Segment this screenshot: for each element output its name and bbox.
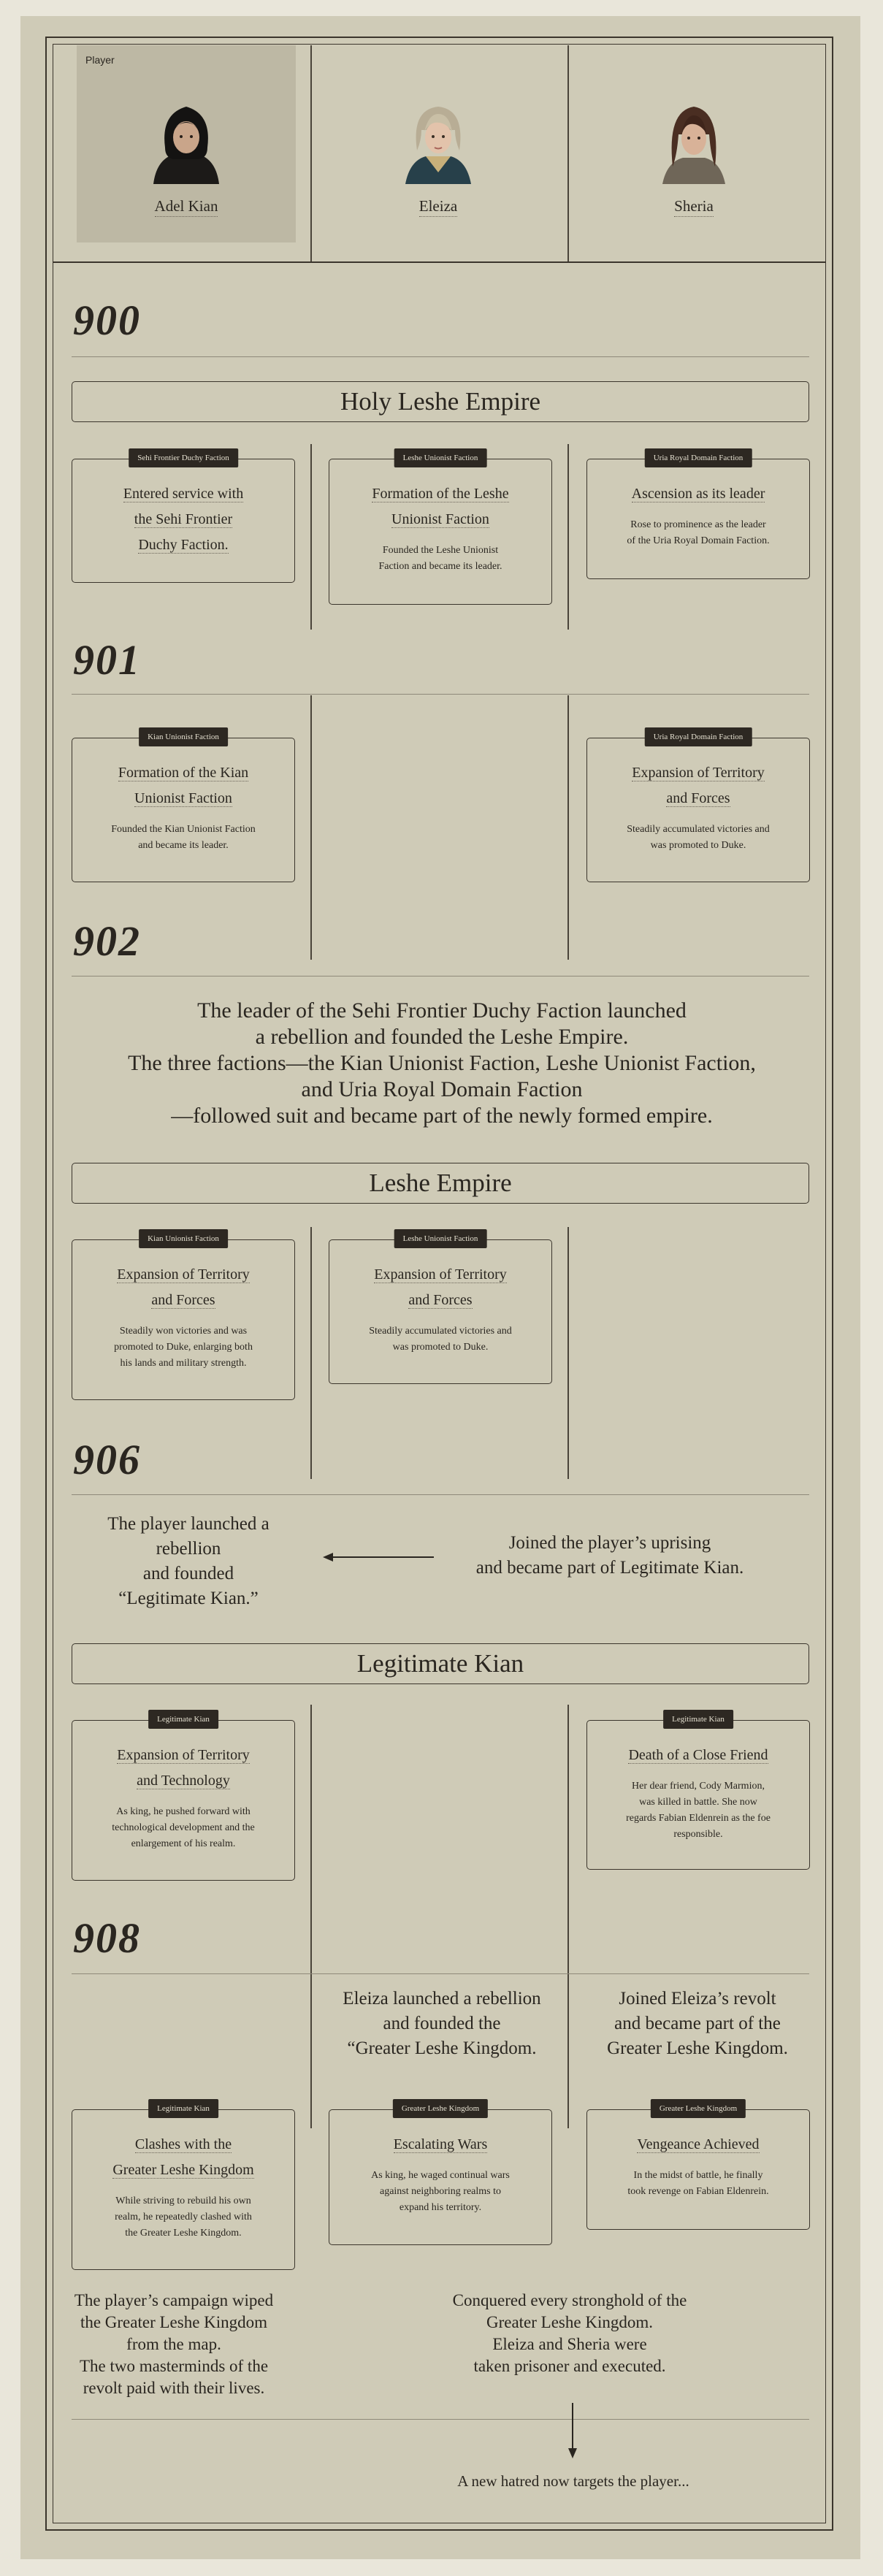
column-divider [310,1227,312,1479]
event-card[interactable] [586,733,810,882]
card-title: Expansion of Territory [374,1266,507,1283]
year-divider [72,1973,809,1974]
card-title: Clashes with the [134,2136,232,2152]
card-description: Faction and became its leader. [378,561,502,572]
faction-tag: Leshe Unionist Faction [394,448,487,467]
narration-line: “Legitimate Kian.” [118,1589,259,1608]
column-divider [567,444,569,630]
card-description: promoted to Duke, enlarging both [114,1342,253,1353]
realm-banner: Legitimate Kian [72,1643,809,1684]
event-card[interactable] [72,454,295,583]
character-name: Sheria [674,197,714,217]
adel-kian-portrait-icon [146,96,226,184]
faction-tag: Sehi Frontier Duchy Faction [129,448,238,467]
event-narration [73,998,811,1129]
card-description: realm, he repeatedly clashed with [115,2212,252,2223]
card-description: regards Fabian Eldenrein as the foe [626,1813,771,1824]
narration-line: Eleiza launched a rebellion [343,1989,541,2009]
card-title: Unionist Faction [391,511,489,527]
year-label: 902 [73,917,141,965]
card-description: Founded the Leshe Unionist [382,545,499,556]
narration-line: and Uria Royal Domain Faction [301,1077,583,1101]
narration-line: a rebellion and founded the Leshe Empire. [255,1025,629,1049]
header-divider [53,261,826,263]
card-title: Formation of the Leshe [372,486,509,502]
event-card[interactable] [329,454,552,605]
year-divider [72,694,809,695]
card-description: the Greater Leshe Kingdom. [125,2228,242,2239]
narration-line: and founded the [383,2014,501,2033]
faction-tag: Greater Leshe Kingdom [393,2099,488,2118]
event-narration [577,1987,818,2061]
card-title: and Forces [408,1292,473,1308]
faction-tag: Uria Royal Domain Faction [645,727,752,746]
year-label: 908 [73,1914,141,1962]
faction-tag: Uria Royal Domain Faction [645,448,752,467]
outcome-narration [64,2290,283,2399]
card-description: was promoted to Duke. [392,1342,489,1353]
card-description: took revenge on Fabian Eldenrein. [627,2186,769,2197]
character-name: Adel Kian [155,197,218,217]
faction-tag: Legitimate Kian [148,1710,218,1729]
faction-tag: Legitimate Kian [663,1710,733,1729]
card-title: and Technology [137,1773,230,1789]
column-divider [567,1705,569,2128]
card-description: was killed in battle. She now [639,1797,757,1808]
year-label: 900 [73,297,141,344]
card-description: responsible. [673,1829,723,1840]
narration-line: The three factions—the Kian Unionist Faction, Leshe Unionist Faction, [128,1051,756,1075]
card-description: Founded the Kian Unionist Faction [111,824,256,835]
narration-line: Eleiza and Sheria were [492,2335,647,2353]
sheria-portrait-icon [654,96,734,184]
column-divider [567,1227,569,1479]
narration-line: The leader of the Sehi Frontier Duchy Faction launched [197,998,687,1023]
card-description: enlargement of his realm. [131,1838,236,1849]
card-description: While striving to rebuild his own [115,2195,251,2206]
arrow-down-icon [567,2401,578,2460]
faction-tag: Leshe Unionist Faction [394,1229,487,1248]
card-title: and Forces [666,790,730,806]
event-card[interactable] [72,733,295,882]
event-narration [72,1512,305,1611]
event-card[interactable] [586,1715,810,1870]
narration-line: from the map. [126,2335,221,2353]
card-description: Steadily accumulated victories and [627,824,770,835]
year-label: 901 [73,636,141,684]
card-description: Her dear friend, Cody Marmion, [632,1781,765,1792]
card-title: Duchy Faction. [138,537,229,553]
narration-line: Joined the player’s uprising [508,1533,711,1553]
card-description: Steadily accumulated victories and [369,1326,512,1337]
card-description: his lands and military strength. [120,1358,247,1369]
narration-line: taken prisoner and executed. [473,2357,666,2375]
card-description: In the midst of battle, he finally [633,2170,763,2181]
card-description: against neighboring realms to [379,2186,502,2197]
event-narration [438,1531,781,1581]
card-title: and Forces [151,1292,215,1308]
event-narration [314,1987,570,2061]
card-title: Expansion of Territory [117,1266,250,1283]
faction-tag: Greater Leshe Kingdom [651,2099,746,2118]
header-column-divider [310,45,312,262]
card-title: Expansion of Territory [632,765,765,781]
card-description: As king, he pushed forward with [116,1806,251,1817]
card-description: expand his territory. [399,2202,482,2213]
column-divider [567,695,569,960]
card-description: of the Uria Royal Domain Faction. [627,535,770,546]
event-card[interactable] [586,2104,810,2230]
eleiza-portrait-icon [398,96,478,184]
card-description: and became its leader. [138,840,229,851]
event-card[interactable] [329,1234,552,1384]
narration-line: and became part of the [614,2014,781,2033]
year-divider [72,356,809,357]
year-label: 906 [73,1436,141,1483]
player-tag: Player [85,54,115,66]
section-divider [72,2419,809,2420]
card-description: technological development and the [112,1822,255,1833]
narration-line: “Greater Leshe Kingdom. [347,2038,537,2058]
narration-line: —followed suit and became part of the newly formed empire. [171,1104,713,1128]
narration-line: and founded [142,1564,234,1583]
event-card[interactable] [72,1234,295,1400]
character-sheria[interactable] [584,45,803,242]
arrow-left-icon [321,1551,438,1563]
narration-line: the Greater Leshe Kingdom [80,2313,268,2331]
narration-line: The two masterminds of the [79,2357,269,2375]
character-name: Eleiza [419,197,457,217]
narration-line: rebellion [156,1539,221,1559]
card-description: was promoted to Duke. [650,840,746,851]
realm-banner: Leshe Empire [72,1163,809,1204]
card-title: Escalating Wars [393,2136,488,2152]
card-title: Greater Leshe Kingdom [112,2162,254,2178]
narration-line: Conquered every stronghold of the [452,2291,687,2309]
card-title: Formation of the Kian [118,765,249,781]
card-title: Vengeance Achieved [637,2136,760,2152]
narration-line: The player launched a [107,1514,270,1534]
narration-line: The player’s campaign wiped [74,2291,274,2309]
card-description: Rose to prominence as the leader [630,519,766,530]
character-adel-kian[interactable] [77,45,296,242]
narration-line: Greater Leshe Kingdom. [486,2313,653,2331]
event-card[interactable] [72,2104,295,2270]
card-title: Ascension as its leader [631,486,765,502]
event-card[interactable] [72,1715,295,1881]
narration-line: Joined Eleiza’s revolt [619,1989,776,2009]
final-narration: A new hatred now targets the player... [457,2472,689,2490]
character-eleiza[interactable] [329,45,548,242]
realm-banner: Holy Leshe Empire [72,381,809,422]
header-column-divider [567,45,569,262]
column-divider [310,695,312,960]
narration-line: and became part of Legitimate Kian. [475,1558,744,1578]
card-description: As king, he waged continual wars [371,2170,510,2181]
faction-tag: Kian Unionist Faction [139,727,228,746]
faction-tag: Kian Unionist Faction [139,1229,228,1248]
card-description: Steadily won victories and was [119,1326,248,1337]
card-title: Unionist Faction [134,790,232,806]
event-card[interactable] [329,2104,552,2245]
column-divider [310,444,312,630]
outcome-narration [380,2290,760,2377]
faction-tag: Legitimate Kian [148,2099,218,2118]
card-title: Death of a Close Friend [628,1747,768,1763]
narration-line: revolt paid with their lives. [83,2379,265,2397]
card-title: the Sehi Frontier [134,511,233,527]
card-title: Expansion of Territory [117,1747,250,1763]
column-divider [310,1705,312,2128]
card-title: Entered service with [123,486,244,502]
event-card[interactable] [586,454,810,579]
narration-line: Greater Leshe Kingdom. [607,2038,788,2058]
year-divider [72,1494,809,1495]
